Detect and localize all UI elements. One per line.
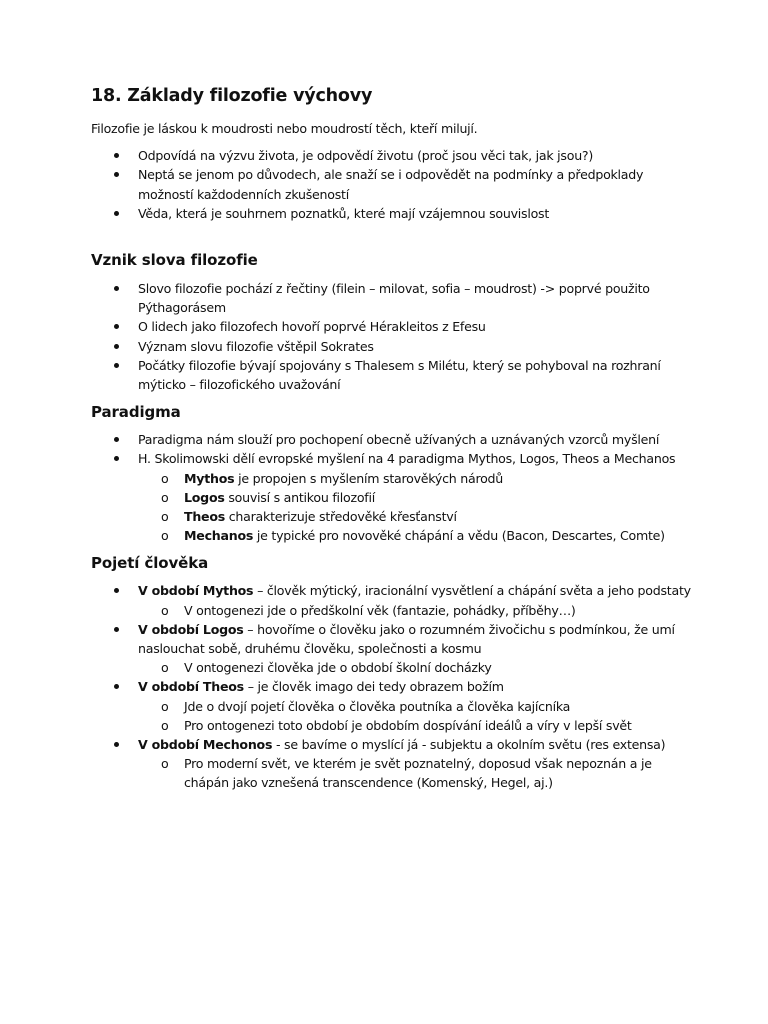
term: Theos <box>184 509 225 525</box>
term: V období Mythos <box>138 583 254 599</box>
sub-list-item: o Pro ontogenezi toto období je obdobím dospívání ideálů a víry v lepší svět <box>138 716 691 735</box>
page-title: 18. Základy filozofie výchovy <box>91 86 373 106</box>
document-page <box>91 86 691 793</box>
sub-list-item <box>138 488 691 507</box>
section-heading-vznik: Vznik slova filozofie <box>91 251 258 270</box>
list-item: Počátky filozofie bývají spojovány s Thalesem s Milétu, který se pohyboval na rozhraní mýticko – filozofického uvažování <box>91 356 691 394</box>
sub-list-item: o Jde o dvojí pojetí člověka o člověka poutníka a člověka kajícníka <box>138 697 691 716</box>
section-heading-paradigma: Paradigma <box>91 403 181 422</box>
intro-paragraph: Filozofie je láskou k moudrosti nebo moudrostí těch, kteří milují. <box>91 121 478 136</box>
sub-list-item: o Pro moderní svět, ve kterém je svět poznatelný, doposud však nepoznán a je chápán jako vznešená transcendence (Komenský, Hegel, aj.) <box>138 754 691 792</box>
term-description: – hovoříme o člověku jako o rozumném živočichu s podmínkou, že umí naslouchat sobě, druhému člověku, společnosti a kosmu <box>138 621 675 657</box>
paradigma-list <box>91 430 691 545</box>
term-description: – je člověk imago dei tedy obrazem božím <box>243 679 504 695</box>
list-item <box>91 449 691 545</box>
term: Logos <box>184 489 225 505</box>
list-item: Význam slovu filozofie vštěpil Sokrates <box>91 337 691 356</box>
pojeti-sublist <box>138 658 691 677</box>
list-item: Slovo filozofie pochází z řečtiny (filein – milovat, sofia – moudrost) -> poprvé použito Pýthagorásem <box>91 279 691 317</box>
sub-list-item <box>138 507 691 526</box>
paradigma-sublist <box>138 469 691 546</box>
term-description: – člověk mýtický, iracionální vysvětlení a chápání světa a jeho podstaty <box>253 583 691 599</box>
term: V období Mechonos <box>138 737 273 753</box>
sub-list-item <box>138 526 691 545</box>
list-item <box>91 581 691 619</box>
list-item: O lidech jako filozofech hovoří poprvé Hérakleitos z Efesu <box>91 317 691 336</box>
term-description: - se bavíme o myslící já - subjektu a okolním světu (res extensa) <box>272 737 666 753</box>
term-description: je typické pro novověké chápání a vědu (Bacon, Descartes, Comte) <box>253 528 665 544</box>
pojeti-sublist <box>138 601 691 620</box>
list-item: Věda, která je souhrnem poznatků, které mají vzájemnou souvislost <box>91 204 691 223</box>
term: V období Theos <box>138 679 244 695</box>
intro-list <box>91 146 691 223</box>
term-description: souvisí s antikou filozofií <box>224 489 375 505</box>
sub-list-item: o V ontogenezi jde o předškolní věk (fantazie, pohádky, příběhy…) <box>138 601 691 620</box>
section-heading-pojeti: Pojetí člověka <box>91 554 209 573</box>
list-item <box>91 620 691 678</box>
term-description: je propojen s myšlením starověkých národů <box>234 470 504 486</box>
list-item <box>91 735 691 793</box>
pojeti-sublist <box>138 754 691 792</box>
term: Mythos <box>184 470 235 486</box>
sub-list-item: o V ontogenezi člověka jde o období školní docházky <box>138 658 691 677</box>
pojeti-sublist <box>138 697 691 735</box>
sub-list-item <box>138 469 691 488</box>
term: V období Logos <box>138 621 244 637</box>
list-item: Neptá se jenom po důvodech, ale snaží se i odpovědět na podmínky a předpoklady možností každodenních zkušeností <box>91 165 691 203</box>
pojeti-list <box>91 581 691 792</box>
list-item <box>91 677 691 735</box>
list-item: Odpovídá na výzvu života, je odpovědí životu (proč jsou věci tak, jak jsou?) <box>91 146 691 165</box>
list-item: Paradigma nám slouží pro pochopení obecně užívaných a uznávaných vzorců myšlení <box>91 430 691 449</box>
list-item-text: H. Skolimowski dělí evropské myšlení na 4 paradigma Mythos, Logos, Theos a Mechanos <box>138 451 676 467</box>
term: Mechanos <box>184 528 254 544</box>
term-description: charakterizuje středověké křesťanství <box>225 509 457 525</box>
vznik-list <box>91 279 691 394</box>
